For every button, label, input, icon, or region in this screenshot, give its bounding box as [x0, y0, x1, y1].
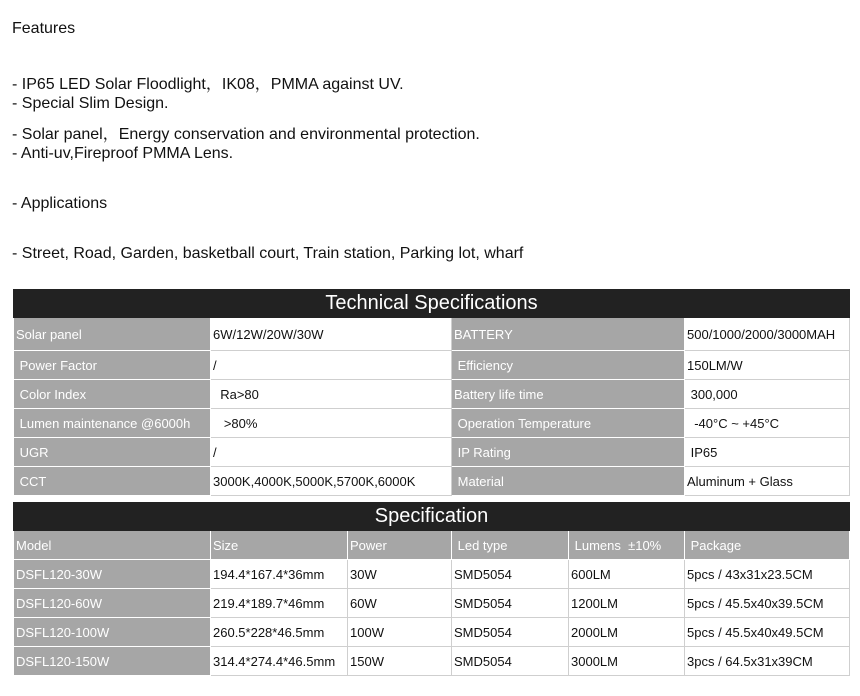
lumens-cell: 3000LM — [569, 647, 685, 676]
column-header: Package — [685, 531, 850, 560]
feature-item: - IP65 LED Solar Floodlight，IK08，PMMA against UV. — [12, 76, 404, 93]
lumens-cell: 600LM — [569, 560, 685, 589]
size-cell: 314.4*274.4*46.5mm — [211, 647, 348, 676]
power-cell: 150W — [348, 647, 452, 676]
spec-value: 3000K,4000K,5000K,5700K,6000K — [211, 467, 452, 496]
size-cell: 219.4*189.7*46mm — [211, 589, 348, 618]
led-type-cell: SMD5054 — [452, 647, 569, 676]
spec-value: 500/1000/2000/3000MAH — [685, 318, 850, 351]
column-header: Power — [348, 531, 452, 560]
specification-table — [13, 502, 850, 676]
spec-label: BATTERY — [452, 318, 685, 351]
spec-label: IP Rating — [452, 438, 685, 467]
led-type-cell: SMD5054 — [452, 618, 569, 647]
lumens-cell: 1200LM — [569, 589, 685, 618]
spec-value: >80% — [211, 409, 452, 438]
spec-value: -40°C ~ +45°C — [685, 409, 850, 438]
column-header: Lumens ±10% — [569, 531, 685, 560]
features-title: Features — [12, 20, 76, 37]
table-row — [14, 438, 850, 467]
spec-label: Lumen maintenance @6000h — [14, 409, 211, 438]
package-cell: 3pcs / 64.5x31x39CM — [685, 647, 850, 676]
applications-title: - Applications — [12, 195, 108, 212]
spec-label: Color Index — [14, 380, 211, 409]
feature-item: - Solar panel，Energy conservation and environmental protection. — [12, 126, 480, 143]
model-cell: DSFL120-30W — [14, 560, 211, 589]
spec-label: Power Factor — [14, 351, 211, 380]
applications-list: - Street, Road, Garden, basketball court, Train station, Parking lot, wharf — [12, 245, 524, 262]
column-header: Led type — [452, 531, 569, 560]
spec-value: 6W/12W/20W/30W — [211, 318, 452, 351]
power-cell: 100W — [348, 618, 452, 647]
model-cell: DSFL120-150W — [14, 647, 211, 676]
spec-label: CCT — [14, 467, 211, 496]
led-type-cell: SMD5054 — [452, 560, 569, 589]
spec-label: UGR — [14, 438, 211, 467]
spec-value: / — [211, 438, 452, 467]
table-row — [14, 647, 850, 676]
table-row — [14, 618, 850, 647]
led-type-cell: SMD5054 — [452, 589, 569, 618]
table-title: Technical Specifications — [14, 290, 850, 318]
model-cell: DSFL120-60W — [14, 589, 211, 618]
spec-value: / — [211, 351, 452, 380]
power-cell: 60W — [348, 589, 452, 618]
power-cell: 30W — [348, 560, 452, 589]
package-cell: 5pcs / 45.5x40x49.5CM — [685, 618, 850, 647]
table-row — [14, 560, 850, 589]
package-cell: 5pcs / 43x31x23.5CM — [685, 560, 850, 589]
package-cell: 5pcs / 45.5x40x39.5CM — [685, 589, 850, 618]
model-cell: DSFL120-100W — [14, 618, 211, 647]
spec-label: Operation Temperature — [452, 409, 685, 438]
technical-specifications-table — [13, 289, 850, 496]
table-row — [14, 318, 850, 351]
spec-label: Efficiency — [452, 351, 685, 380]
size-cell: 260.5*228*46.5mm — [211, 618, 348, 647]
spec-label: Battery life time — [452, 380, 685, 409]
spec-label: Material — [452, 467, 685, 496]
table-row — [14, 380, 850, 409]
spec-value: 150LM/W — [685, 351, 850, 380]
size-cell: 194.4*167.4*36mm — [211, 560, 348, 589]
spec-value: 300,000 — [685, 380, 850, 409]
spec-value: IP65 — [685, 438, 850, 467]
spec-value: Ra>80 — [211, 380, 452, 409]
table-header-row — [14, 531, 850, 560]
feature-item: - Special Slim Design. — [12, 95, 169, 112]
table-row — [14, 351, 850, 380]
table-row — [14, 409, 850, 438]
table-row — [14, 467, 850, 496]
spec-label: Solar panel — [14, 318, 211, 351]
lumens-cell: 2000LM — [569, 618, 685, 647]
column-header: Model — [14, 531, 211, 560]
spec-value: Aluminum + Glass — [685, 467, 850, 496]
feature-item: - Anti-uv,Fireproof PMMA Lens. — [12, 145, 234, 162]
column-header: Size — [211, 531, 348, 560]
table-title: Specification — [14, 503, 850, 531]
table-row — [14, 589, 850, 618]
